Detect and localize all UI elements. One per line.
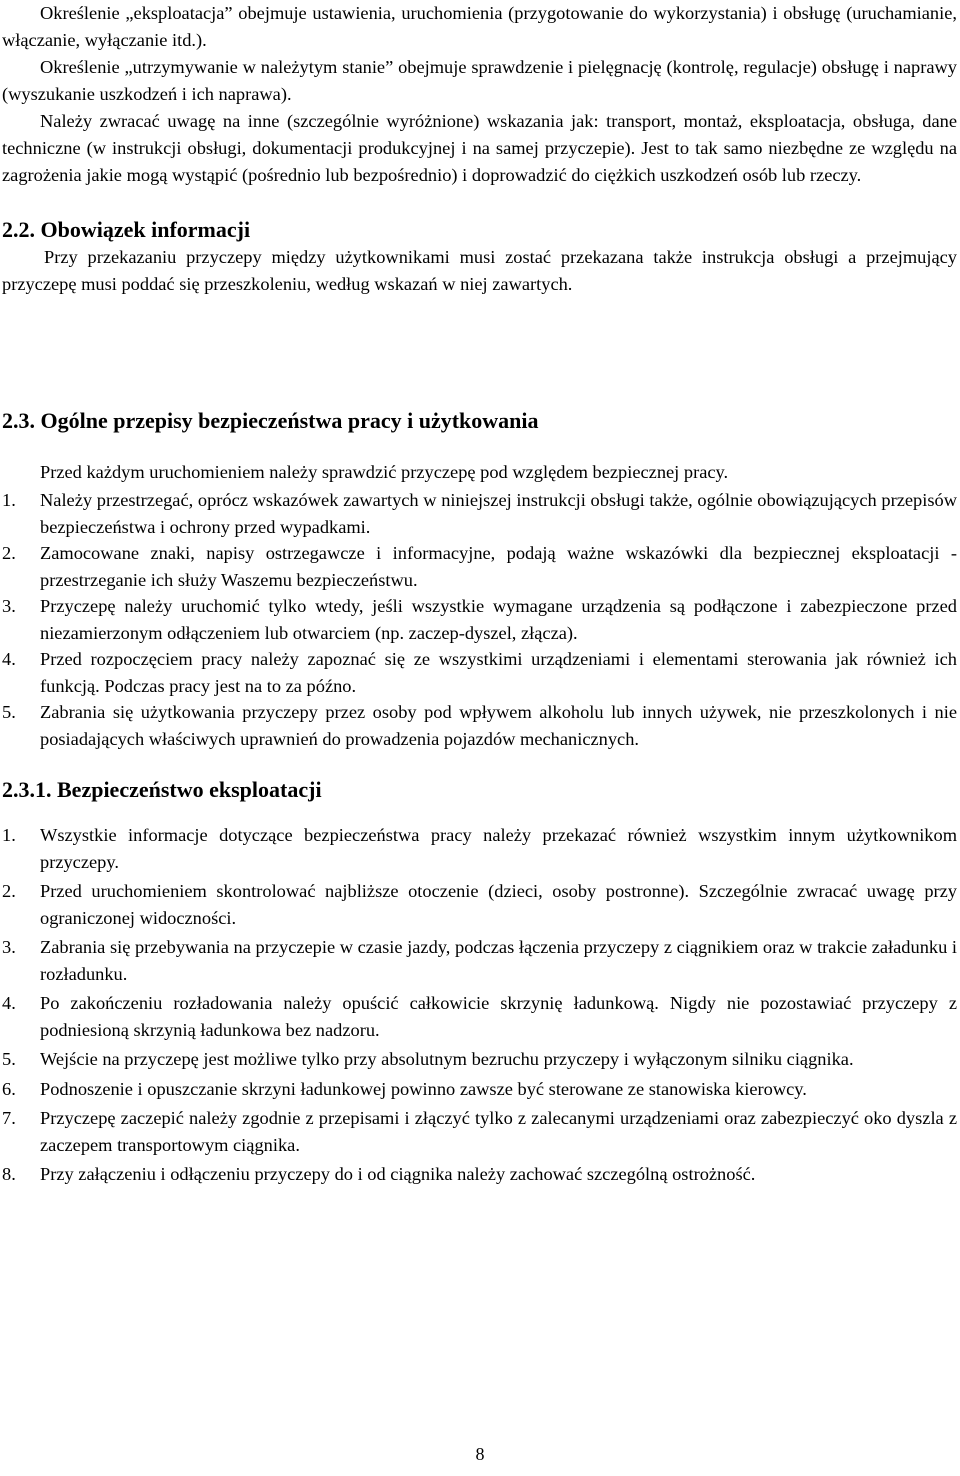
section-2-3-heading: 2.3. Ogólne przepisy bezpieczeństwa pracy i użytkowania [2,408,539,433]
list-item [2,487,957,540]
list-item-text: Zamocowane znaki, napisy ostrzegawcze i informacyjne, podają ważne wskazówki dla bezpiecznej eksploatacji - przestrzeganie ich służy Waszemu bezpieczeństwu. [40,543,957,590]
list-item [2,934,957,987]
list-item-text: Należy przestrzegać, oprócz wskazówek zawartych w niniejszej instrukcji obsługi także, ogólnie obowiązujących przepisów bezpieczeństwa i ochrony przed wypadkami. [40,490,957,537]
list-item-number: 7. [2,1108,16,1128]
page-number: 8 [475,1444,485,1464]
general-safety-list [2,487,957,752]
list-item-number: 6. [2,1078,16,1099]
section-2-3-1-heading: 2.3.1. Bezpieczeństwo eksploatacji [2,777,322,802]
list-item-number: 5. [2,702,16,722]
intro-paragraph-1: Określenie „eksploatacja” obejmuje ustawienia, uruchomienia (przygotowanie do wykorzystania) i obsługę (uruchamianie, włączanie, wyłączanie itd.). [2,3,957,50]
list-item-number: 1. [2,825,16,845]
list-item-number: 4. [2,993,16,1013]
list-item [2,878,957,931]
list-item-number: 1. [2,490,16,510]
list-item-text: Wejście na przyczepę jest możliwe tylko przy absolutnym bezruchu przyczepy i wyłączonym silniku ciągnika. [40,1049,854,1069]
list-item-text: Przed rozpoczęciem pracy należy zapoznać się ze wszystkimi urządzeniami i elementami sterowania jak również ich funkcją. Podczas pracy jest na to za późno. [40,649,957,696]
section-2-2-heading: 2.2. Obowiązek informacji [2,217,251,242]
list-item [2,699,957,752]
list-item-text: Przyczepę należy uruchomić tylko wtedy, jeśli wszystkie wymagane urządzenia są podłączone i zabezpieczone przed niezamierzonym odłączeniem lub otwarciem (np. zaczep-dyszel, złącza). [40,596,957,643]
list-item-text: Przyczepę zaczepić należy zgodnie z przepisami i złączyć tylko z zalecanymi urządzeniami oraz zabezpieczyć oko dyszla z zaczepem transportowym ciągnika. [40,1108,957,1155]
list-item-text: Zabrania się przebywania na przyczepie w czasie jazdy, podczas łączenia przyczepy z ciągnikiem oraz w trakcie załadunku i rozładunku. [40,937,957,984]
list-item [2,593,957,646]
list-item-text: Podnoszenie i opuszczanie skrzyni ładunkowej powinno zawsze być sterowane ze stanowiska kierowcy. [40,1078,807,1099]
list-item-number: 2. [2,543,16,563]
list-item [2,646,957,699]
list-item [2,1161,957,1188]
list-item-number: 4. [2,649,16,669]
list-item-text: Przy załączeniu i odłączeniu przyczepy do i od ciągnika należy zachować szczególną ostrożność. [40,1164,756,1184]
intro-paragraph-2: Określenie „utrzymywanie w należytym stanie” obejmuje sprawdzenie i pielęgnację (kontrolę, regulacje) obsługę i naprawy (wyszukanie uszkodzeń i ich naprawa). [2,57,957,104]
list-item-text: Przed uruchomieniem skontrolować najbliższe otoczenie (dzieci, osoby postronne). Szczególnie zwracać uwagę przy ograniczonej widoczności. [40,881,957,928]
list-item-number: 3. [2,937,16,957]
list-item [2,540,957,593]
list-item [2,822,957,875]
list-item-number: 3. [2,596,16,616]
list-item [2,1076,957,1103]
list-item [2,1105,957,1158]
list-item [2,990,957,1043]
list-item-number: 5. [2,1049,16,1069]
operation-safety-list [2,822,957,1188]
document-page [2,0,957,1191]
intro-paragraph-3: Należy zwracać uwagę na inne (szczególnie wyróżnione) wskazania jak: transport, montaż, eksploatacja, obsługa, dane techniczne (w instrukcji obsługi, dokumentacji produkcyjnej i na samej przyczepie). Jest to tak samo niezbędne ze względu na zagrożenia jakie mogą wystąpić (pośrednio lub bezpośrednio) i doprowadzić do ciężkich uszkodzeń osób lub rzeczy. [2,111,957,185]
list-item-text: Zabrania się użytkowania przyczepy przez osoby pod wpływem alkoholu lub innych używek, nie przeszkolonych i nie posiadających właściwych uprawnień do prowadzenia pojazdów mechanicznych. [40,702,957,749]
list-item [2,1046,957,1073]
section-2-2-text: Przy przekazaniu przyczepy między użytkownikami musi zostać przekazana także instrukcja obsługi a przejmujący przyczepę musi poddać się przeszkoleniu, według wskazań w niej zawartych. [2,247,957,294]
list-item-number: 8. [2,1164,16,1184]
list-item-text: Wszystkie informacje dotyczące bezpieczeństwa pracy należy przekazać również wszystkim innym użytkownikom przyczepy. [40,825,957,872]
list-item-number: 2. [2,881,16,901]
list-item-text: Po zakończeniu rozładowania należy opuścić całkowicie skrzynię ładunkową. Nigdy nie pozostawiać przyczepy z podniesioną skrzynią ładunkowa bez nadzoru. [40,993,957,1040]
section-2-3-lead: Przed każdym uruchomieniem należy sprawdzić przyczepę pod względem bezpiecznej pracy. [40,462,729,482]
